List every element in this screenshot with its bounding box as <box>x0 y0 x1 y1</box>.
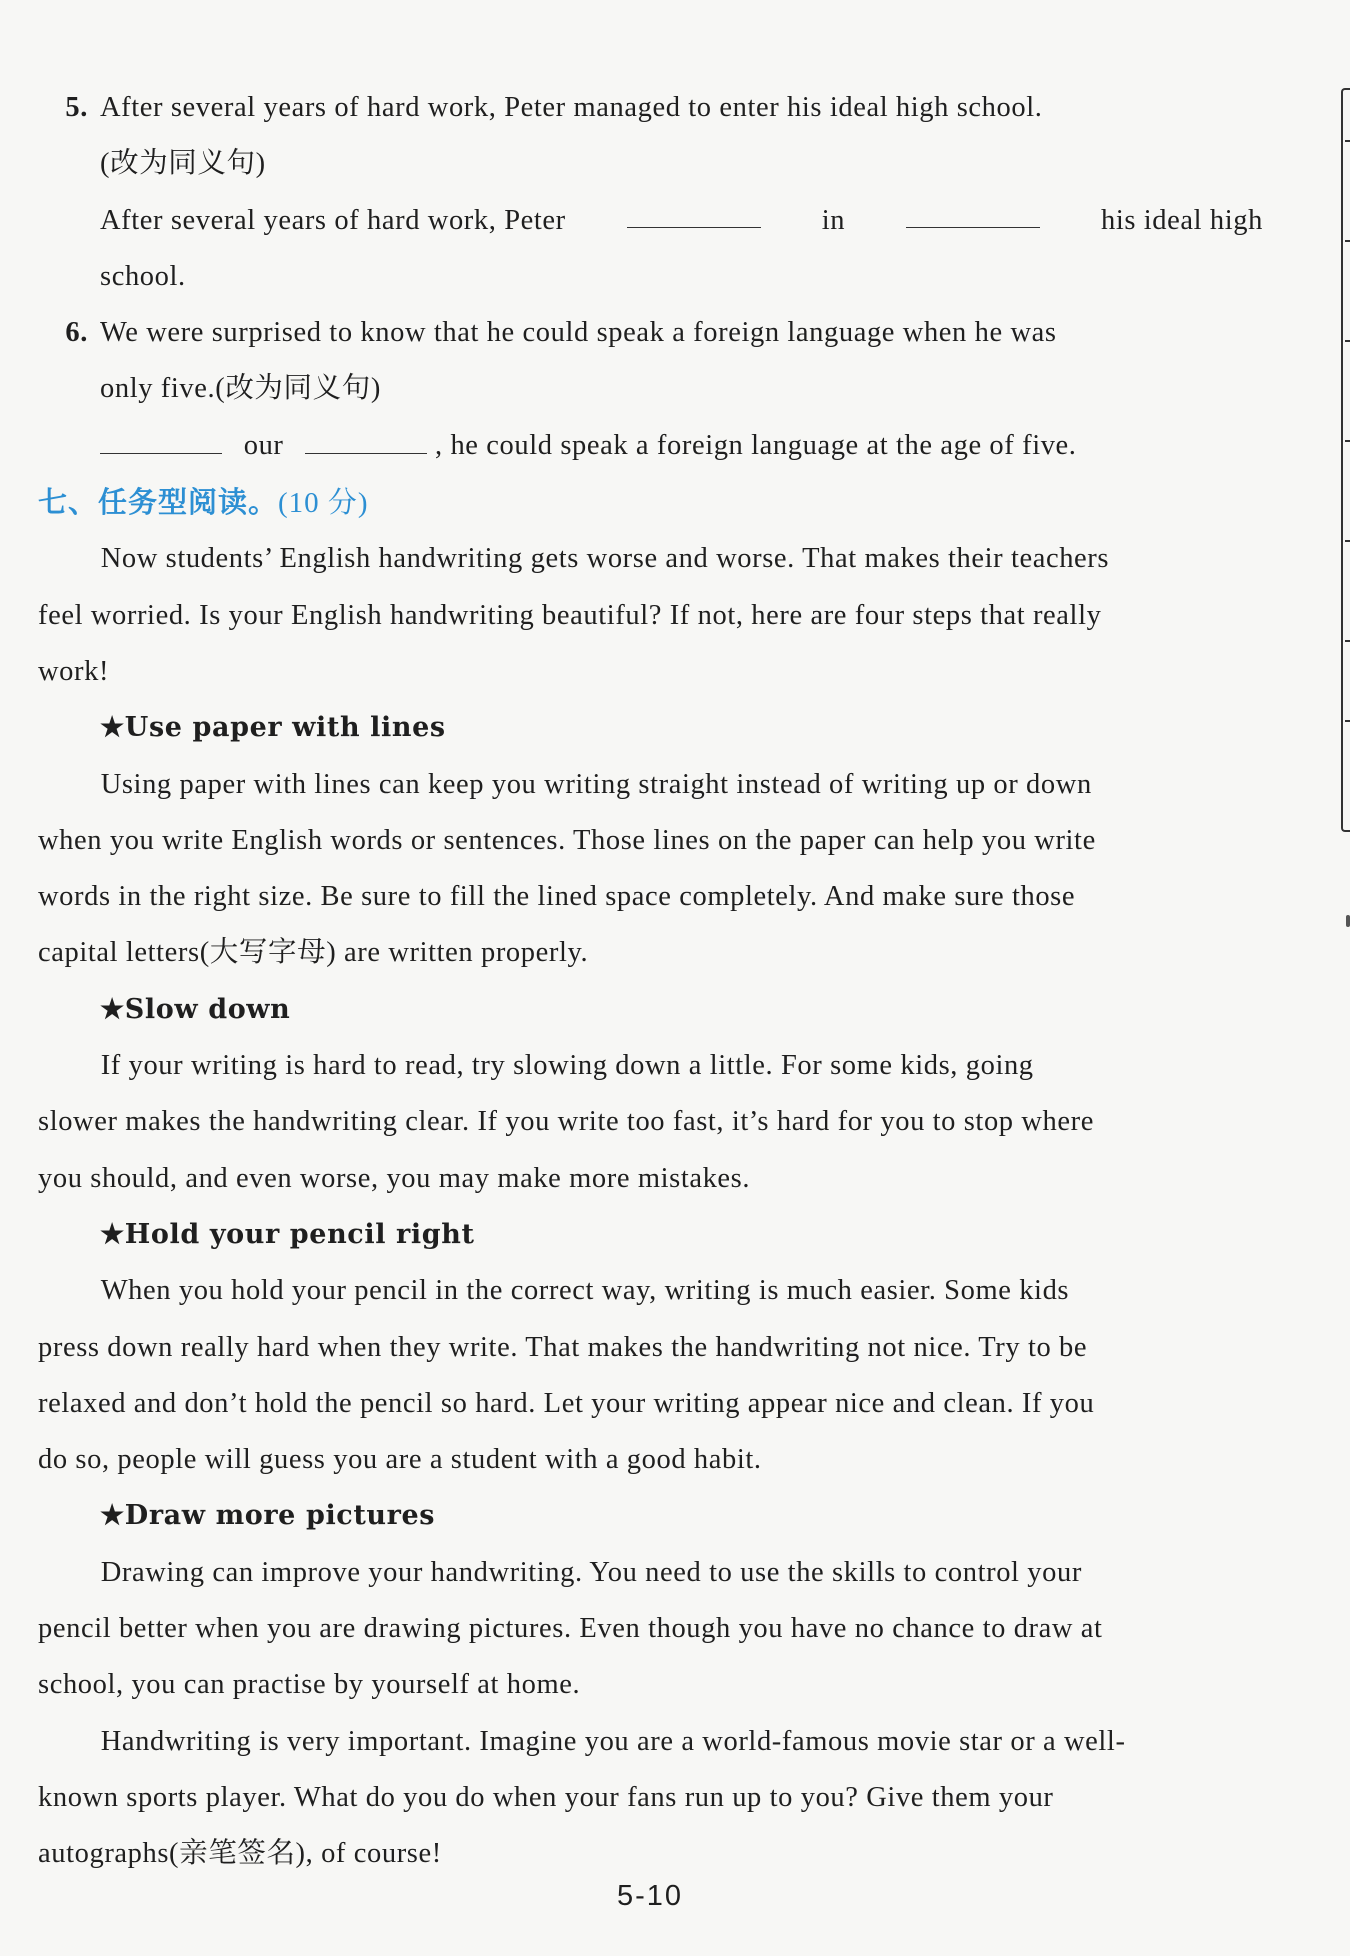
answer-text: his ideal high <box>1101 204 1263 236</box>
question-text: After several years of hard work, Peter managed to enter his ideal high school. <box>100 92 1043 123</box>
passage-line: school, you can practise by yourself at home. <box>38 1669 581 1701</box>
answer-line <box>100 193 1263 249</box>
step-heading: ★Slow down <box>100 993 291 1025</box>
passage-line: Now students’ English handwriting gets worse and worse. That makes their teachers <box>100 543 1110 575</box>
question-instruction: (改为同义句) <box>100 148 266 180</box>
question-6 <box>38 305 1263 474</box>
answer-blank[interactable] <box>627 193 761 228</box>
binding-edge-tick <box>1345 440 1350 442</box>
passage-paragraph <box>38 1714 1263 1883</box>
passage-line: When you hold your pencil in the correct way, writing is much easier. Some kids <box>100 1275 1070 1307</box>
answer-text: school. <box>100 260 186 292</box>
passage-line: you should, and even worse, you may make more mistakes. <box>38 1162 751 1194</box>
answer-text: After several years of hard work, Peter <box>100 204 566 236</box>
binding-edge-mark <box>1346 915 1350 927</box>
answer-blank[interactable] <box>100 419 222 454</box>
answer-line <box>100 418 1263 474</box>
binding-edge-tick <box>1345 340 1350 342</box>
answer-blank[interactable] <box>906 193 1040 228</box>
passage-line: work! <box>38 655 110 687</box>
passage-paragraph <box>38 1038 1263 1207</box>
answer-text: , he could speak a foreign language at the age of five. <box>435 429 1077 461</box>
section-title <box>38 474 1263 531</box>
passage-line: Handwriting is very important. Imagine you are a world-famous movie star or a well- <box>100 1725 1126 1757</box>
question-number: 5. <box>65 92 88 123</box>
passage-line: known sports player. What do you do when your fans run up to you? Give them your <box>38 1781 1054 1813</box>
passage-line: pencil better when you are drawing pictures. Even though you have no chance to draw at <box>38 1613 1103 1645</box>
passage-line: Drawing can improve your handwriting. You need to use the skills to control your <box>100 1556 1082 1588</box>
passage-line: when you write English words or sentences. Those lines on the paper can help you write <box>38 824 1096 856</box>
question-text: We were surprised to know that he could speak a foreign language when he was <box>100 317 1057 349</box>
answer-text: our <box>243 429 284 461</box>
passage-paragraph <box>38 1263 1263 1488</box>
binding-edge-tick <box>1345 640 1350 642</box>
passage-line: feel worried. Is your English handwriting beautiful? If not, here are four steps that really <box>38 599 1102 631</box>
question-text: only five.(改为同义句) <box>100 373 381 405</box>
passage-line: If your writing is hard to read, try slowing down a little. For some kids, going <box>100 1050 1034 1082</box>
page-content <box>38 80 1263 1883</box>
question-number: 6. <box>65 317 88 349</box>
section-heading: 七、任务型阅读。 <box>38 485 279 520</box>
passage-line: autographs(亲笔签名), of course! <box>38 1838 442 1870</box>
section-score: (10 分) <box>278 487 369 520</box>
passage-line: do so, people will guess you are a student with a good habit. <box>38 1444 762 1476</box>
passage-paragraph <box>38 1545 1263 1714</box>
step-heading: ★Use paper with lines <box>100 712 446 744</box>
binding-edge-tick <box>1345 540 1350 542</box>
passage-line: Using paper with lines can keep you writing straight instead of writing up or down <box>100 768 1092 800</box>
answer-text: in <box>821 204 846 236</box>
step-heading: ★Hold your pencil right <box>100 1218 475 1250</box>
passage-line: words in the right size. Be sure to fill the lined space completely. And make sure those <box>38 881 1076 913</box>
answer-blank[interactable] <box>305 419 427 454</box>
passage-paragraph <box>38 757 1263 982</box>
step-heading: ★Draw more pictures <box>100 1500 436 1532</box>
passage-intro <box>38 531 1263 700</box>
binding-edge-tick <box>1345 720 1350 722</box>
passage-line: press down really hard when they write. That makes the handwriting not nice. Try to be <box>38 1331 1088 1363</box>
passage-line: capital letters(大写字母) are written properly. <box>38 937 589 969</box>
question-5 <box>38 80 1263 305</box>
binding-edge-tick <box>1345 240 1350 242</box>
passage-line: slower makes the handwriting clear. If you write too fast, it’s hard for you to stop where <box>38 1106 1094 1138</box>
binding-edge-tick <box>1345 140 1350 142</box>
page-number: 5-10 <box>616 1880 684 1912</box>
passage-line: relaxed and don’t hold the pencil so hard. Let your writing appear nice and clean. If you <box>38 1387 1095 1419</box>
